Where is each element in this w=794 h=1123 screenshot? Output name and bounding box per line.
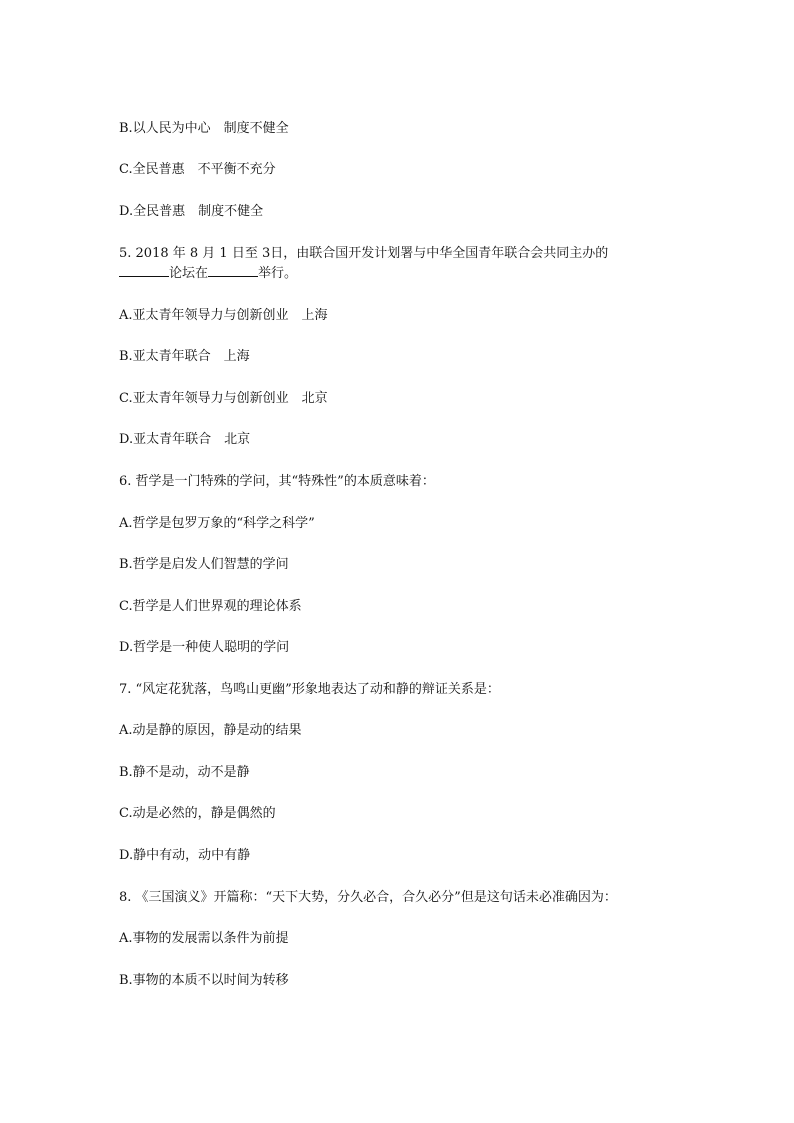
q5-option-c: C.亚太青年领导力与创新创业 北京 bbox=[119, 391, 328, 406]
fill-in-blank bbox=[119, 264, 169, 277]
q8-option-a: A.事物的发展需以条件为前提 bbox=[119, 931, 289, 946]
q4-option-c: C.全民普惠 不平衡不充分 bbox=[119, 162, 276, 177]
q8-option-b: B.事物的本质不以时间为转移 bbox=[119, 973, 289, 988]
q5-option-b: B.亚太青年联合 上海 bbox=[119, 349, 250, 364]
fill-in-blank bbox=[208, 264, 258, 277]
q7-option-b: B.静不是动，动不是静 bbox=[119, 765, 250, 780]
q5-stem-end: 举行。 bbox=[258, 266, 298, 281]
q5-option-d: D.亚太青年联合 北京 bbox=[119, 432, 251, 447]
q6-stem: 6. 哲学是一门特殊的学问，其“特殊性”的本质意味着： bbox=[119, 474, 435, 489]
q7-option-a: A.动是静的原因，静是动的结果 bbox=[119, 723, 302, 738]
q7-option-c: C.动是必然的，静是偶然的 bbox=[119, 806, 276, 821]
q5-stem-line1: 5. 2018 年 8 月 1 日至 3日，由联合国开发计划署与中华全国青年联合会共同主办的 bbox=[119, 246, 609, 261]
q6-option-a: A.哲学是包罗万象的“科学之科学” bbox=[119, 516, 315, 531]
q6-option-c: C.哲学是人们世界观的理论体系 bbox=[119, 599, 302, 614]
q4-option-d: D.全民普惠 制度不健全 bbox=[119, 204, 264, 219]
q5-stem-mid: 论坛在 bbox=[169, 266, 209, 281]
q8-stem: 8. 《三国演义》开篇称：“天下大势，分久必合，合久必分”但是这句话未必准确因为： bbox=[119, 890, 617, 905]
q7-option-d: D.静中有动，动中有静 bbox=[119, 848, 251, 863]
q6-option-d: D.哲学是一种使人聪明的学问 bbox=[119, 640, 290, 655]
q5-stem-line2 bbox=[119, 264, 297, 284]
q4-option-b: B.以人民为中心 制度不健全 bbox=[119, 121, 289, 136]
q6-option-b: B.哲学是启发人们智慧的学问 bbox=[119, 557, 289, 572]
q5-option-a: A.亚太青年领导力与创新创业 上海 bbox=[119, 308, 328, 323]
q7-stem: 7. “风定花犹落，鸟鸣山更幽”形象地表达了动和静的辩证关系是： bbox=[119, 682, 500, 697]
